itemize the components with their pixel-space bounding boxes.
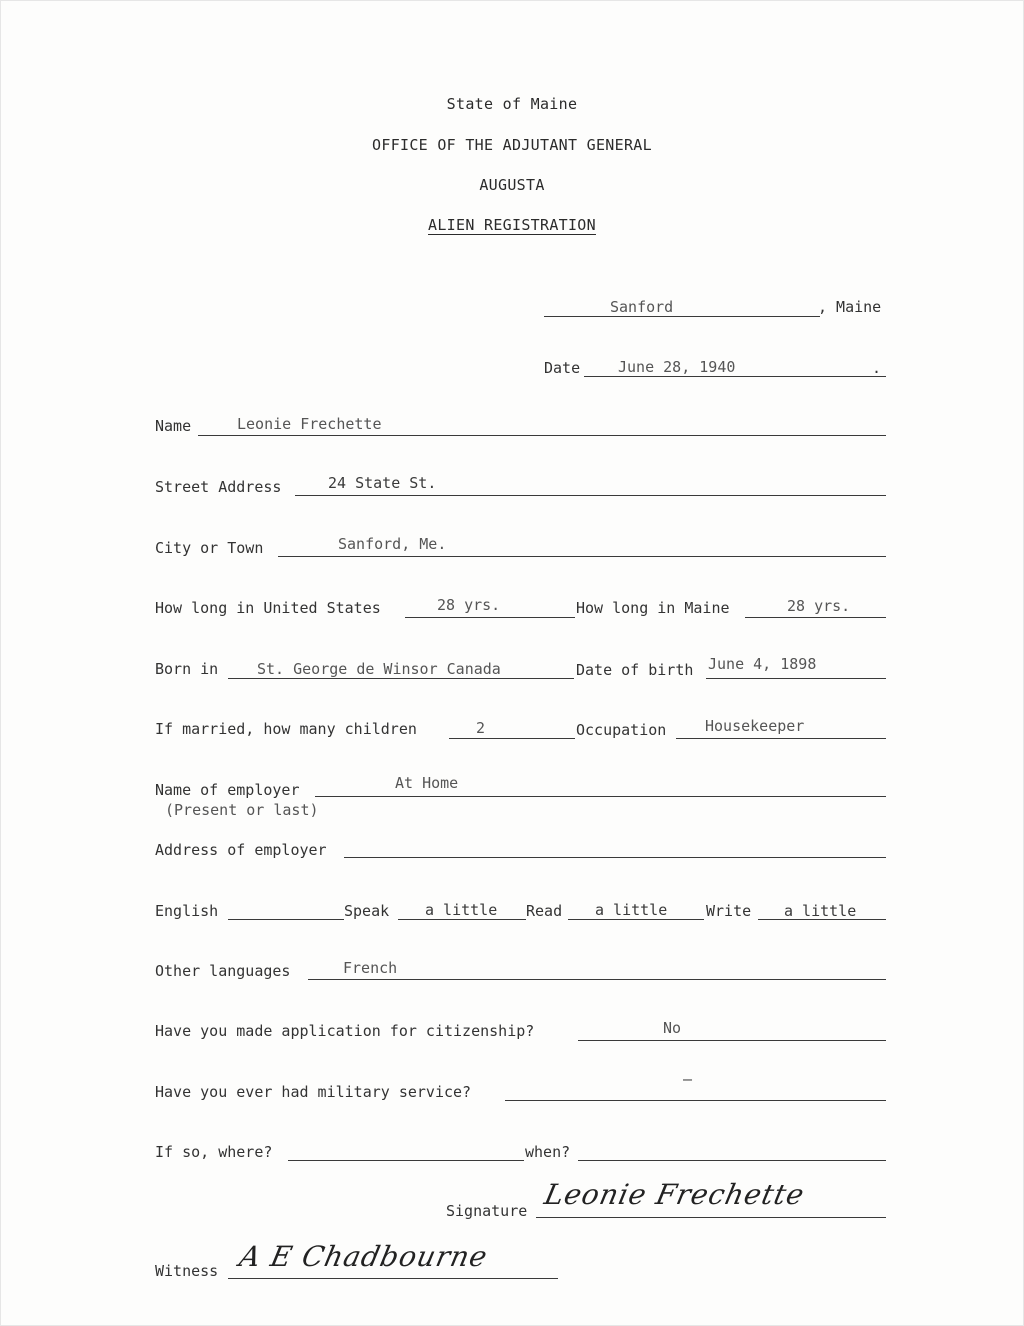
how-long-maine-line	[745, 617, 886, 618]
date-end-mark: .	[872, 359, 882, 377]
military-line	[505, 1100, 886, 1101]
children-label: If married, how many children	[155, 720, 417, 738]
witness-value: A E Chadbourne	[236, 1240, 491, 1273]
name-value: Leonie Frechette	[237, 415, 382, 433]
street-address-line	[295, 495, 886, 496]
citizenship-line	[578, 1040, 886, 1041]
signature-label: Signature	[446, 1202, 528, 1220]
header-form-title: ALIEN REGISTRATION	[428, 216, 596, 234]
witness-line	[228, 1278, 558, 1279]
other-languages-value: French	[343, 959, 398, 977]
city-line	[278, 556, 886, 557]
employer-name-line	[315, 796, 886, 797]
where-label: If so, where?	[155, 1143, 273, 1161]
children-value: 2	[476, 719, 486, 737]
city-value: Sanford, Me.	[338, 535, 447, 553]
read-value: a little	[595, 901, 668, 919]
employer-name-value: At Home	[395, 774, 459, 792]
town-value: Sanford	[610, 298, 674, 316]
born-in-label: Born in	[155, 660, 219, 678]
write-value: a little	[784, 902, 857, 920]
header-state: State of Maine	[446, 95, 578, 113]
header-city: AUGUSTA	[479, 176, 545, 194]
header-office: OFFICE OF THE ADJUTANT GENERAL	[372, 136, 652, 154]
occupation-label: Occupation	[576, 721, 667, 739]
date-of-birth-label: Date of birth	[576, 661, 694, 679]
date-line	[584, 376, 886, 377]
employer-address-label: Address of employer	[155, 841, 327, 859]
how-long-us-line	[405, 617, 575, 618]
citizenship-label: Have you made application for citizenship?	[155, 1022, 535, 1040]
employer-address-line	[344, 857, 886, 858]
employer-name-label: Name of employer	[155, 781, 300, 799]
english-label: English	[155, 902, 219, 920]
speak-value: a little	[425, 901, 498, 919]
employer-name-sublabel: (Present or last)	[165, 801, 319, 819]
date-value: June 28, 1940	[618, 358, 736, 376]
speak-label: Speak	[344, 902, 390, 920]
english-line	[228, 919, 344, 920]
other-languages-line	[308, 979, 886, 980]
signature-value: Leonie Frechette	[541, 1178, 808, 1211]
other-languages-label: Other languages	[155, 962, 291, 980]
occupation-value: Housekeeper	[705, 717, 805, 735]
read-label: Read	[526, 902, 563, 920]
where-line	[288, 1160, 524, 1161]
occupation-line	[676, 738, 886, 739]
military-label: Have you ever had military service?	[155, 1083, 472, 1101]
street-address-value: 24 State St.	[328, 474, 437, 492]
date-of-birth-line	[706, 678, 886, 679]
military-value: —	[683, 1070, 693, 1088]
city-label: City or Town	[155, 539, 264, 557]
children-line	[449, 738, 575, 739]
how-long-maine-value: 28 yrs.	[787, 597, 851, 615]
how-long-maine-label: How long in Maine	[576, 599, 730, 617]
signature-line	[536, 1217, 886, 1218]
born-in-line	[228, 678, 574, 679]
date-of-birth-value: June 4, 1898	[708, 655, 817, 673]
when-label: when?	[525, 1143, 571, 1161]
town-line	[544, 316, 820, 317]
how-long-us-value: 28 yrs.	[437, 596, 501, 614]
read-line	[568, 919, 704, 920]
speak-line	[398, 919, 526, 920]
name-label: Name	[155, 417, 192, 435]
when-line	[578, 1160, 886, 1161]
date-label: Date	[544, 359, 581, 377]
how-long-us-label: How long in United States	[155, 599, 381, 617]
name-line	[198, 435, 886, 436]
witness-label: Witness	[155, 1262, 219, 1280]
street-address-label: Street Address	[155, 478, 282, 496]
write-label: Write	[706, 902, 752, 920]
citizenship-value: No	[663, 1019, 682, 1037]
state-suffix: , Maine	[818, 298, 882, 316]
born-in-value: St. George de Winsor Canada	[257, 660, 501, 678]
